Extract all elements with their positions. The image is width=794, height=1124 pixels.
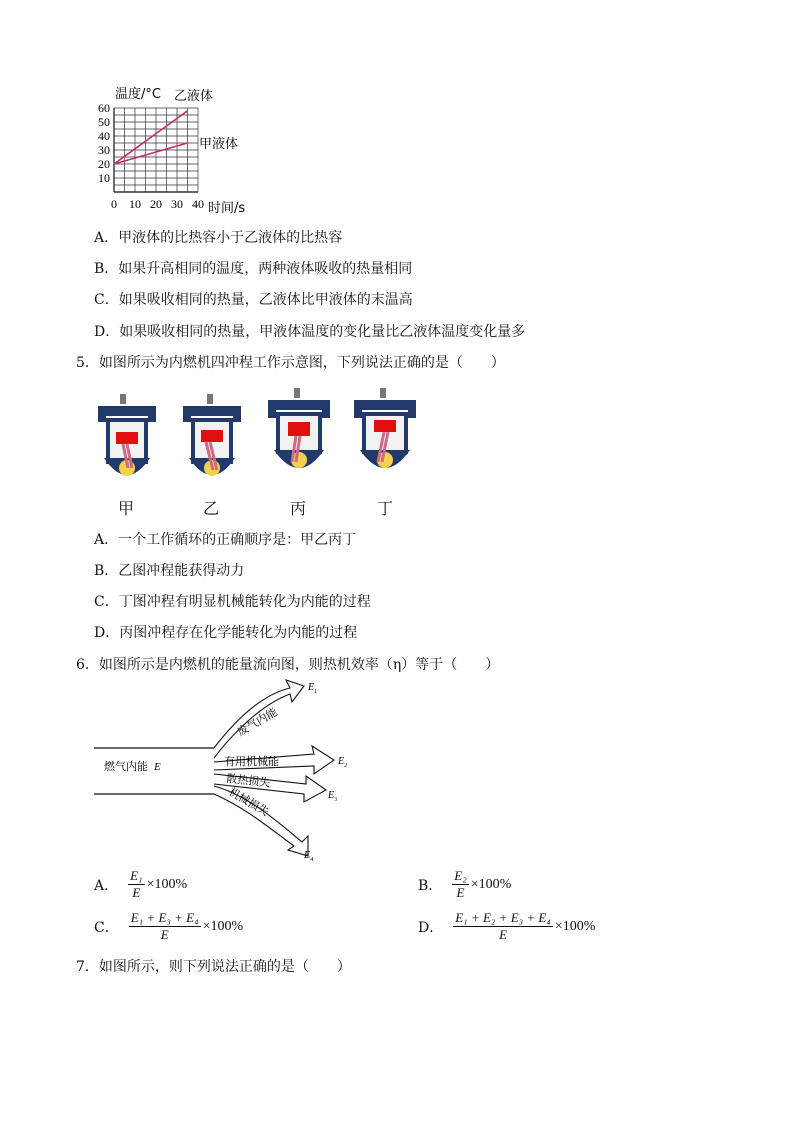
source-symbol: E	[154, 761, 161, 773]
option-letter: C．	[94, 292, 119, 308]
option-text: 乙图冲程能获得动力	[118, 563, 245, 579]
option-letter: B．	[418, 877, 443, 894]
output-e2: $E_2$	[338, 756, 348, 769]
option-text: 丙图冲程存在化学能转化为内能的过程	[119, 625, 358, 641]
option-letter: D．	[418, 919, 444, 936]
output-e1: $E_1$	[308, 682, 318, 695]
y-tick-label: 10	[98, 171, 110, 185]
x-tick-label: 20	[150, 197, 162, 211]
q6-option-a	[94, 868, 187, 901]
option-letter: A．	[94, 230, 119, 246]
series-label-jia: 甲液体	[199, 137, 239, 152]
q5-option-a	[94, 531, 356, 549]
numerator: E₁ + E₂ + E₃ + E₄	[455, 910, 551, 925]
output-e4: $E_4$	[304, 850, 314, 863]
x-tick-label: 0	[111, 197, 117, 211]
engine-label-jia: 甲	[118, 499, 135, 518]
energy-flow-diagram	[90, 674, 370, 864]
fraction	[452, 868, 468, 901]
question-number: 7．	[76, 959, 99, 975]
fraction	[453, 910, 553, 943]
fraction	[128, 868, 144, 901]
percent-suffix: ×100%	[202, 918, 244, 934]
q6-option-b	[418, 868, 511, 901]
engine-stroke-yi-diagram	[177, 392, 247, 492]
option-letter: A．	[94, 877, 119, 894]
y-tick-label: 40	[98, 129, 110, 143]
y-tick-label: 60	[98, 101, 110, 115]
option-text: 丁图冲程有明显机械能转化为内能的过程	[118, 594, 371, 610]
percent-suffix: ×100%	[470, 876, 512, 892]
q5-option-c	[94, 593, 371, 611]
x-axis-label: 时间/s	[208, 201, 246, 216]
question-number: 6．	[76, 657, 99, 673]
series-line-yi	[114, 111, 188, 164]
series-line-jia	[114, 143, 188, 164]
q5-stem	[76, 354, 505, 372]
flow-label-exhaust: 废气内能	[235, 705, 280, 739]
engine-stroke-bing-diagram	[264, 386, 334, 486]
option-text: 如果吸收相同的热量，乙液体比甲液体的末温高	[118, 292, 413, 308]
option-text: 如果升高相同的温度，两种液体吸收的热量相同	[118, 261, 413, 277]
source-label: 燃气内能	[104, 760, 148, 773]
engine-label-ding: 丁	[377, 499, 394, 518]
y-tick-label: 50	[98, 115, 110, 129]
y-axis-label: 温度/°C	[115, 87, 161, 102]
chart-grid	[114, 108, 198, 192]
series-label-yi: 乙液体	[174, 89, 214, 104]
numerator: E₂	[454, 868, 467, 883]
engine-label-yi: 乙	[203, 499, 220, 518]
question-number: 5．	[76, 355, 99, 371]
denominator: E	[160, 927, 169, 942]
engine-stroke-jia-diagram	[92, 392, 162, 492]
q6-option-d	[418, 910, 595, 943]
engine-label-bing: 丙	[290, 499, 307, 518]
numerator: E₁	[130, 868, 143, 883]
q5-option-b	[94, 562, 244, 580]
denominator: E	[499, 927, 508, 942]
engine-stroke-ding-diagram	[350, 386, 420, 486]
option-letter: B．	[94, 261, 119, 277]
percent-suffix: ×100%	[146, 876, 188, 892]
percent-suffix: ×100%	[554, 918, 596, 934]
x-tick-label: 40	[192, 197, 204, 211]
question-text: 如图所示，则下列说法正确的是（ ）	[98, 959, 351, 975]
q4-option-b	[94, 260, 412, 278]
option-letter: D．	[94, 625, 120, 641]
q4-option-c	[94, 291, 413, 309]
x-tick-label: 10	[129, 197, 141, 211]
flow-label-heat-loss: 散热损失	[225, 772, 271, 790]
option-text: 如果吸收相同的热量，甲液体温度的变化量比乙液体温度变化量多	[119, 324, 526, 340]
temperature-time-chart	[88, 84, 268, 216]
option-letter: D．	[94, 324, 120, 340]
y-tick-label: 30	[98, 143, 110, 157]
fraction	[129, 910, 201, 943]
question-text: 如图所示是内燃机的能量流向图，则热机效率（η）等于（ ）	[98, 657, 500, 673]
q4-option-a	[94, 229, 342, 247]
output-e3: $E_3$	[328, 790, 338, 803]
question-text: 如图所示为内燃机四冲程工作示意图，下列说法正确的是（ ）	[98, 355, 505, 371]
q5-option-d	[94, 624, 357, 642]
q6-option-c	[94, 910, 243, 943]
denominator: E	[456, 885, 465, 900]
option-letter: C．	[94, 594, 119, 610]
flow-label-mech-loss: 机械损失	[226, 785, 272, 819]
q4-option-d	[94, 323, 525, 341]
q6-stem	[76, 656, 499, 674]
option-text: 一个工作循环的正确顺序是：甲乙丙丁	[118, 532, 357, 548]
y-tick-label: 20	[98, 157, 110, 171]
x-tick-label: 30	[171, 197, 183, 211]
option-text: 甲液体的比热容小于乙液体的比热容	[118, 230, 343, 246]
q7-stem	[76, 958, 351, 976]
denominator: E	[132, 885, 141, 900]
numerator: E₁ + E₃ + E₄	[130, 910, 199, 925]
option-letter: B．	[94, 563, 119, 579]
chart-series	[114, 111, 188, 164]
option-letter: A．	[94, 532, 119, 548]
option-letter: C．	[94, 919, 119, 936]
flow-label-useful: 有用机械能	[224, 755, 279, 768]
